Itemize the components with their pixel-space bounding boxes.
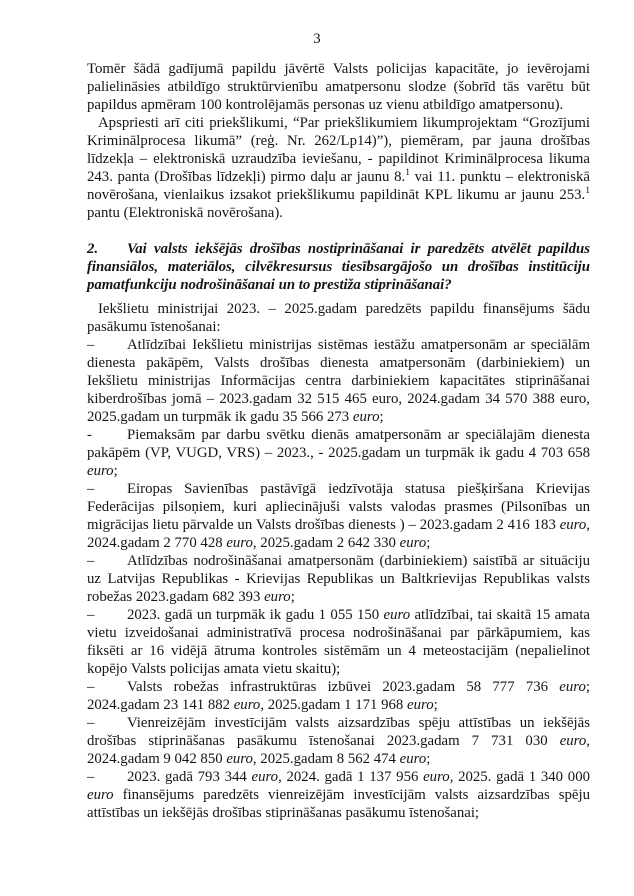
- question-2: [87, 240, 590, 294]
- text-segment: , 2025. gadā 1 340 000: [449, 769, 590, 785]
- bullet-vienreizejas-investicijas: [87, 714, 590, 768]
- text-segment: , 2024. gadā 1 137 956: [278, 769, 424, 785]
- text-segment: Tomēr šādā gadījumā papildu jāvērtē Valsts policijas kapacitāte, jo ievērojami palielināsies atbildīgo struktūrvienību amatpersonu slodze (šobrīd tās varētu būt papildus apmēram 100 kontrolējamās personas uz vienu atbildīgo amatpersonu).: [87, 61, 590, 113]
- text-segment: ;: [433, 697, 438, 713]
- list-marker: –: [87, 481, 95, 497]
- text-segment: euro: [559, 517, 587, 533]
- text-segment: Iekšlietu ministrijai 2023. – 2025.gadam paredzēts papildu finansējums šādu pasākumu īstenošanai:: [87, 301, 590, 335]
- document-body: [87, 60, 590, 822]
- text-segment: Vienreizējām investīcijām valsts aizsardzības spēju attīstības un iekšējās drošības stiprināšanas pasākumu īstenošanai 2023.gadam 7 731 030: [87, 715, 590, 749]
- text-segment: euro: [87, 463, 114, 479]
- list-marker: –: [87, 553, 95, 569]
- text-segment: Apspriesti arī citi priekšlikumi, “Par priekšlikumiem likumprojektam “Grozījumi Kriminālprocesa likumā” (reģ. Nr. 262/Lp14)”), piemēram, par jauna drošības līdzekļa – elektroniskā uzraudzība ieviešanu, - papildinot Kriminālprocesa likuma 243. panta (Drošības līdzekļi) pirmo daļu ar jaunu 8.: [87, 115, 590, 185]
- text-segment: euro: [407, 697, 434, 713]
- text-segment: euro: [233, 697, 261, 713]
- text-segment: Valsts robežas infrastruktūras izbūvei 2023.gadam 58 777 736: [127, 679, 560, 695]
- text-segment: ;: [426, 535, 431, 551]
- question-number: 2.: [87, 241, 99, 257]
- list-marker: –: [87, 679, 95, 695]
- text-segment: euro: [559, 679, 586, 695]
- text-segment: euro: [251, 769, 279, 785]
- text-segment: vai 11. punktu – elektroniskā novērošana, vienlaikus izsakot priekšlikumu papildināt KPL likumu ar jaunu 253.: [87, 169, 591, 203]
- text-segment: Piemaksām par darbu svētku dienās amatpersonām ar speciālajām dienesta pakāpēm (VP, VUGD, VRS) – 2023., - 2025.gadam un turpmāk ik gadu 4 703 658: [87, 427, 590, 461]
- text-segment: euro: [383, 607, 411, 623]
- text-segment: 2023. gadā un turpmāk ik gadu 1 055 150: [127, 607, 384, 623]
- bullet-atlidzibas-valsts-robeza: [87, 552, 590, 606]
- paragraph-valsts-policijas-kapacitate: [87, 60, 590, 114]
- text-segment: Atlīdzībai Iekšlietu ministrijas sistēmas iestāžu amatpersonām ar speciālām dienesta pakāpēm, Valsts drošības dienesta amatpersonām (darbiniekiem) un Iekšlietu ministrijas Informācijas centra darbiniekiem kapacitātes stiprināšanai kiberdrošības jomā – 2023.gadam 32 515 465 euro, 2024.gadam 34 570 388 euro, 2025.gadam un turpmāk ik gadu 35 566 273: [87, 337, 590, 425]
- text-segment: ;: [426, 751, 431, 767]
- text-segment: euro: [87, 787, 114, 803]
- text-segment: euro: [423, 769, 450, 785]
- text-segment: Vai valsts iekšējās drošības nostiprināšanai ir paredzēts atvēlēt papildus finansiālos, materiālos, cilvēkresursus tiesībsargājošo un drošības institūciju pamatfunkciju nodrošināšanai un to prestiža stiprināšanai?: [87, 241, 590, 293]
- paragraph-apspriesti-prieksli kumi: [87, 114, 590, 222]
- bullet-atlidzibai-kiberdrosiba: [87, 336, 590, 426]
- bullet-es-pastaviga-iedzivotaja-statuss: [87, 480, 590, 552]
- text-segment: euro: [399, 535, 427, 551]
- text-segment: euro: [352, 409, 380, 425]
- text-segment: finansējums paredzēts vienreizējām investīcijām valsts aizsardzības spēju attīstības un iekšējās drošības stiprināšanas pasākumu īstenošanai;: [87, 787, 590, 821]
- text-segment: , 2025.gadam 1 171 968: [260, 697, 408, 713]
- list-marker: –: [87, 607, 95, 623]
- paragraph-ieklietu-ministrijai-intro: [87, 300, 590, 336]
- list-marker: –: [87, 715, 95, 731]
- list-marker: –: [87, 337, 95, 353]
- text-segment: euro: [226, 535, 253, 551]
- text-segment: , 2024.gadam 9 042 850: [87, 733, 590, 767]
- superscript: 1: [405, 168, 410, 179]
- text-segment: pantu (Elektroniskā novērošana).: [87, 205, 283, 221]
- text-segment: Eiropas Savienības pastāvīgā iedzīvotāja statusa piešķiršana Krievijas Federācijas pilsoņiem, kuri apliecinājuši valsts valodas prasmes (Pilsonības un migrācijas lietu pārvalde un Valsts drošības dienests ) – 2023.gadam 2 416 183: [87, 481, 590, 533]
- text-segment: euro: [264, 589, 291, 605]
- bullet-atruma-kontroles-sistemas: [87, 606, 590, 678]
- list-marker: –: [87, 769, 95, 785]
- text-segment: Atlīdzības nodrošināšanai amatpersonām (darbiniekiem) saistībā ar situāciju uz Latvijas Republikas - Krievijas Republikas un Baltkrievijas Republikas valsts robežas 2023.gadam 682 393: [87, 553, 590, 605]
- text-segment: ; 2024.gadam 23 141 882: [87, 679, 590, 713]
- text-segment: ;: [290, 589, 295, 605]
- page-number: 3: [313, 31, 321, 47]
- text-segment: 2023. gadā 793 344: [127, 769, 252, 785]
- text-segment: , 2024.gadam 2 770 428: [87, 517, 590, 551]
- text-segment: ;: [379, 409, 384, 425]
- list-marker: -: [87, 427, 92, 443]
- bullet-piemaksam-svetku-dienas: [87, 426, 590, 480]
- text-segment: ;: [113, 463, 118, 479]
- text-segment: , 2025.gadam 8 562 474: [252, 751, 400, 767]
- text-segment: , 2025.gadam 2 642 330: [252, 535, 400, 551]
- text-segment: atlīdzībai, tai skaitā 15 amata vietu izveidošanai administratīvā procesa nodrošināšanai par pārkāpumiem, kas fiksēti ar 16 vidējā ātruma kontroles sistēmām un 4 meteostacijām (nepalielinot kopējo Valsts policijas amata vietu skaitu);: [87, 607, 590, 677]
- bullet-finansejums-vienreizejam-investicijam: [87, 768, 590, 822]
- superscript: 1: [585, 186, 590, 197]
- text-segment: euro: [226, 751, 253, 767]
- bullet-robezas-infrastruktura: [87, 678, 590, 714]
- text-segment: euro: [559, 733, 587, 749]
- text-segment: euro: [399, 751, 427, 767]
